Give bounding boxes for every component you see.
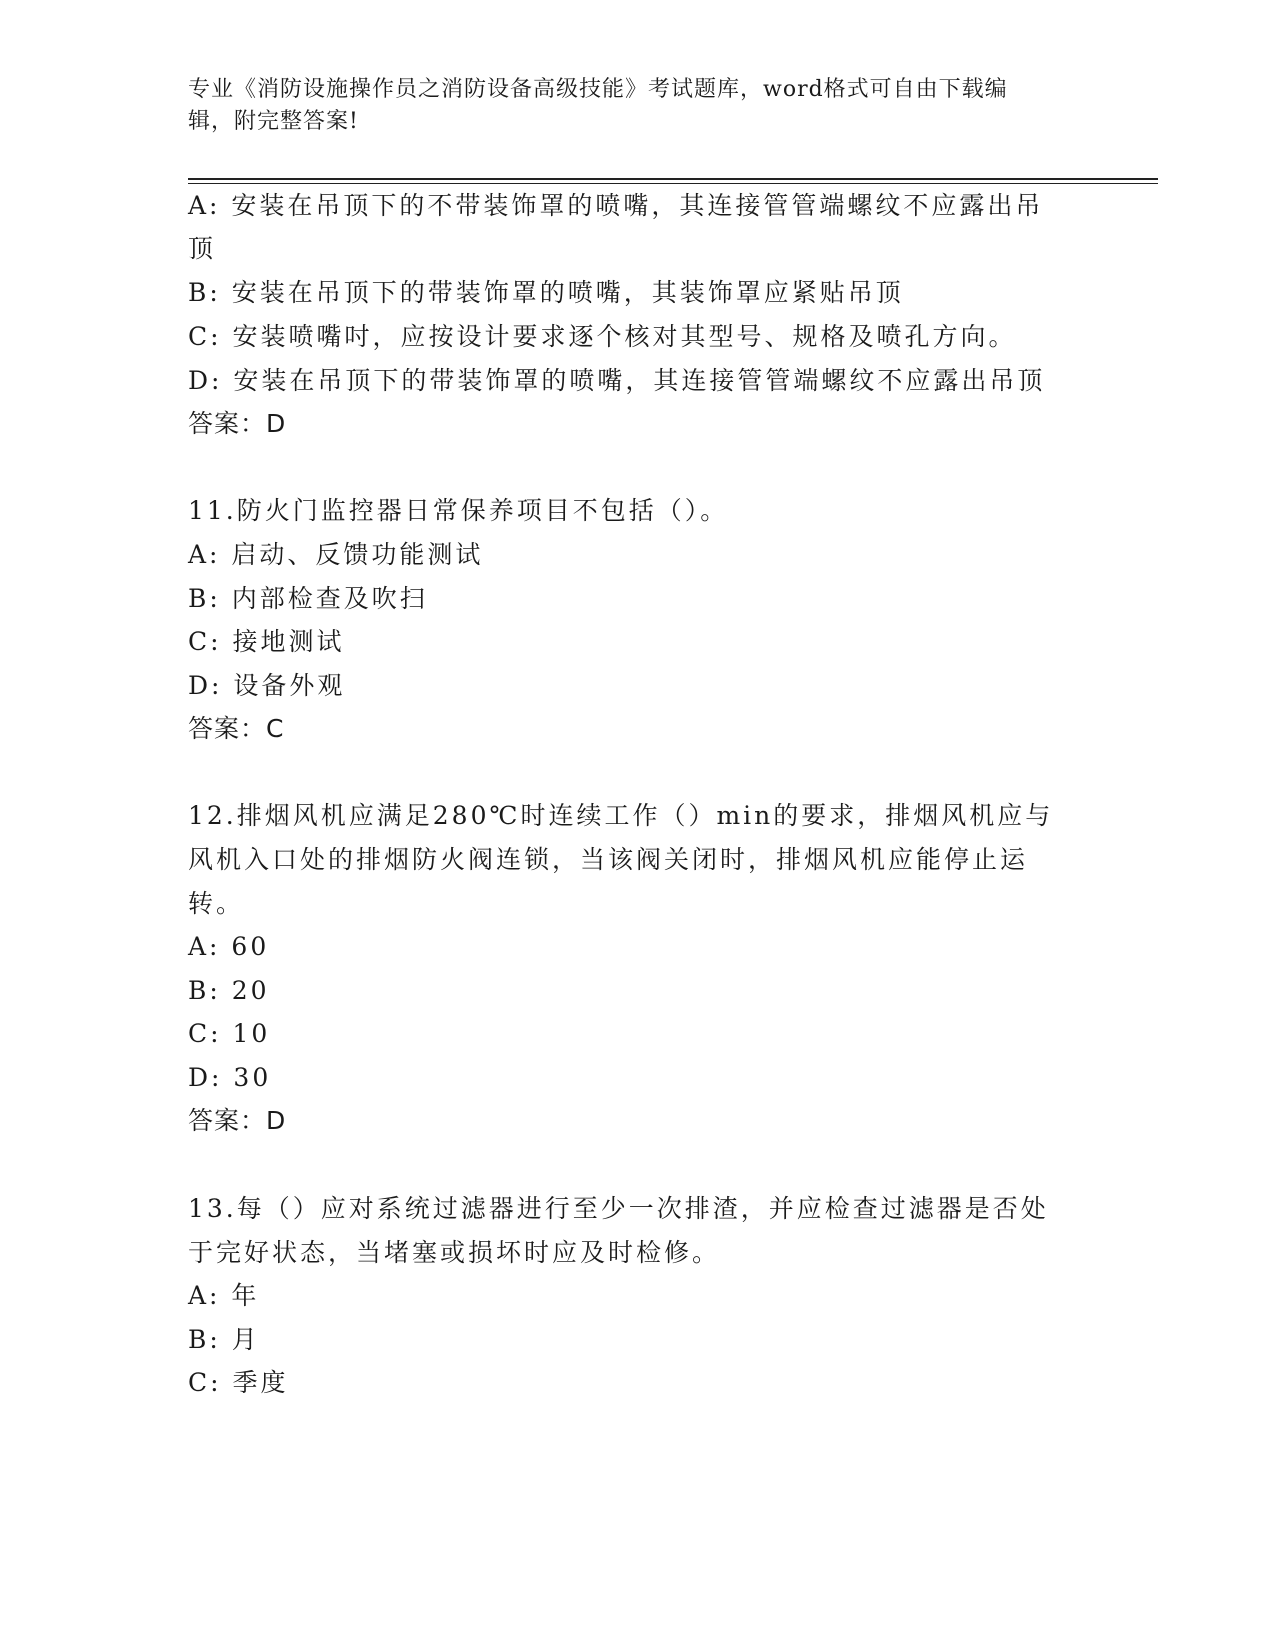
q10-option-b: B: 安装在吊顶下的带装饰罩的喷嘴，其装饰罩应紧贴吊顶 xyxy=(188,278,904,307)
q12-option-a: A: 60 xyxy=(188,932,270,961)
q10-option-c: C: 安装喷嘴吋，应按设计要求逐个核对其型号、规格及喷孔方向。 xyxy=(188,322,1017,351)
q12-stem-line-2: 风机入口处的排烟防火阀连锁，当该阀关闭时，排烟风机应能停止运 xyxy=(188,845,1029,874)
q12-option-c: C: 10 xyxy=(188,1019,271,1048)
header-divider-thin xyxy=(188,183,1158,184)
q13-option-a: A: 年 xyxy=(188,1281,260,1310)
q11-option-a: A: 启动、反馈功能测试 xyxy=(188,540,484,569)
q13-option-b: B: 月 xyxy=(188,1325,260,1354)
header-line-2: 辑，附完整答案! xyxy=(188,109,359,134)
q11-option-d: D: 设备外观 xyxy=(188,671,346,700)
q12-option-d: D: 30 xyxy=(188,1063,272,1092)
q10-option-d: D: 安装在吊顶下的带装饰罩的喷嘴，其连接管管端螺纹不应露出吊顶 xyxy=(188,366,1046,395)
q13-stem-line-1: 13.每（）应对系统过滤器进行至少一次排渣，并应检查过滤器是否处 xyxy=(188,1194,1049,1223)
q12-option-b: B: 20 xyxy=(188,976,270,1005)
q11-option-c: C: 接地测试 xyxy=(188,627,345,656)
header-divider-thick xyxy=(188,178,1158,180)
q12-answer: 答案：D xyxy=(188,1106,287,1135)
header-line-1: 专业《消防设施操作员之消防设备高级技能》考试题库，word格式可自由下载编 xyxy=(188,77,1008,102)
q10-option-a-line-1: A: 安装在吊顶下的不带装饰罩的喷嘴，其连接管管端螺纹不应露出吊 xyxy=(188,191,1044,220)
q11-answer: 答案：C xyxy=(188,714,285,743)
document-header xyxy=(188,74,1068,138)
q10-option-a-line-2: 顶 xyxy=(188,234,217,263)
q10-answer: 答案：D xyxy=(188,409,287,438)
q11-option-b: B: 内部检查及吹扫 xyxy=(188,584,428,613)
q12-stem-line-3: 转。 xyxy=(188,889,245,918)
q12-stem-line-1: 12.排烟风机应满足280℃时连续工作（）min的要求，排烟风机应与 xyxy=(188,801,1054,830)
q11-stem: 11.防火门监控器日常保养项目不包括（）。 xyxy=(188,496,729,525)
q13-stem-line-2: 于完好状态，当堵塞或损坏时应及时检修。 xyxy=(188,1238,721,1267)
q13-option-c: C: 季度 xyxy=(188,1368,289,1397)
